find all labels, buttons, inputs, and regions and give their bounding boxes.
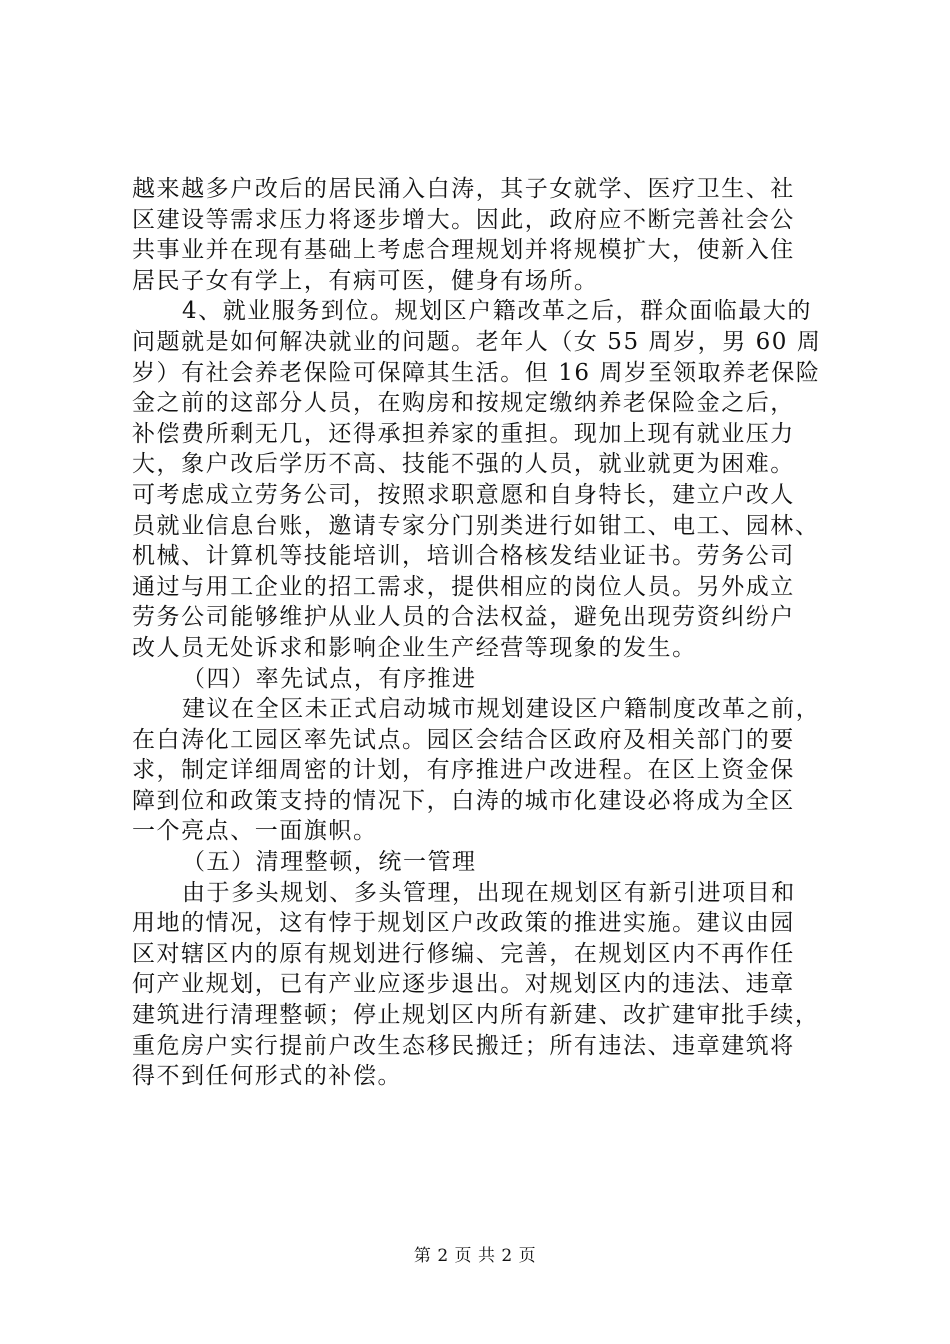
text-line: 重危房户实行提前户改生态移民搬迁；所有违法、违章建筑将 [132,1032,795,1059]
page-number-footer: 第 2 页 共 2 页 [413,1246,537,1266]
text-line: 由于多头规划、多头管理，出现在规划区有新引进项目和 [182,879,796,906]
text-line: 何产业规划，已有产业应逐步退出。对规划区内的违法、违章 [132,971,795,998]
text-line: 越来越多户改后的居民涌入白涛，其子女就学、医疗卫生、社 [132,176,795,202]
text-line: 建议在全区未正式启动城市规划建设区户籍制度改革之前， [182,696,821,723]
document-body [132,174,834,1092]
text-line: 居民子女有学上，有病可医，健身有场所。 [132,267,599,294]
text-line: 区建设等需求压力将逐步增大。因此，政府应不断完善社会公 [132,206,795,233]
section-heading: （四）率先试点，有序推进 [182,665,477,692]
text-line: 补偿费所剩无几，还得承担养家的重担。现加上现有就业压力 [132,420,795,447]
text-line: 劳务公司能够维护从业人员的合法权益，避免出现劳资纠纷户 [132,604,795,631]
text-line: 建筑进行清理整顿；停止规划区内所有新建、改扩建审批手续， [132,1002,820,1029]
text-line: 4、就业服务到位。规划区户籍改革之后，群众面临最大的 [182,298,812,325]
text-line: 区对辖区内的原有规划进行修编、完善，在规划区内不再作任 [132,940,795,967]
text-line: 可考虑成立劳务公司，按照求职意愿和自身特长，建立户改人 [132,481,795,508]
text-line: 用地的情况，这有悖于规划区户改政策的推进实施。建议由园 [132,910,795,937]
text-line: 在白涛化工园区率先试点。园区会结合区政府及相关部门的要 [132,726,795,753]
text-line: 求，制定详细周密的计划，有序推进户改进程。在区上资金保 [132,757,795,784]
text-line: 通过与用工企业的招工需求，提供相应的岗位人员。另外成立 [132,573,795,600]
text-line: 得不到任何形式的补偿。 [132,1063,403,1090]
text-line: 障到位和政策支持的情况下，白涛的城市化建设必将成为全区 [132,787,795,814]
text-line: 员就业信息台账，邀请专家分门别类进行如钳工、电工、园林、 [132,512,820,539]
text-line: 共事业并在现有基础上考虑合理规划并将规模扩大，使新入住 [132,237,795,264]
text-line: 大，象户改后学历不高、技能不强的人员，就业就更为困难。 [132,451,795,478]
text-line: 岁）有社会养老保险可保障其生活。但 16 周岁至领取养老保险 [132,359,821,386]
text-line: 机械、计算机等技能培训，培训合格核发结业证书。劳务公司 [132,543,795,570]
text-line: 金之前的这部分人员，在购房和按规定缴纳养老保险金之后， [132,390,795,417]
text-line: 一个亮点、一面旗帜。 [132,818,378,845]
text-line: 问题就是如何解决就业的问题。老年人（女 55 周岁，男 60 周 [132,328,822,355]
text-line: 改人员无处诉求和影响企业生产经营等现象的发生。 [132,634,697,661]
section-heading: （五）清理整顿，统一管理 [182,849,477,876]
